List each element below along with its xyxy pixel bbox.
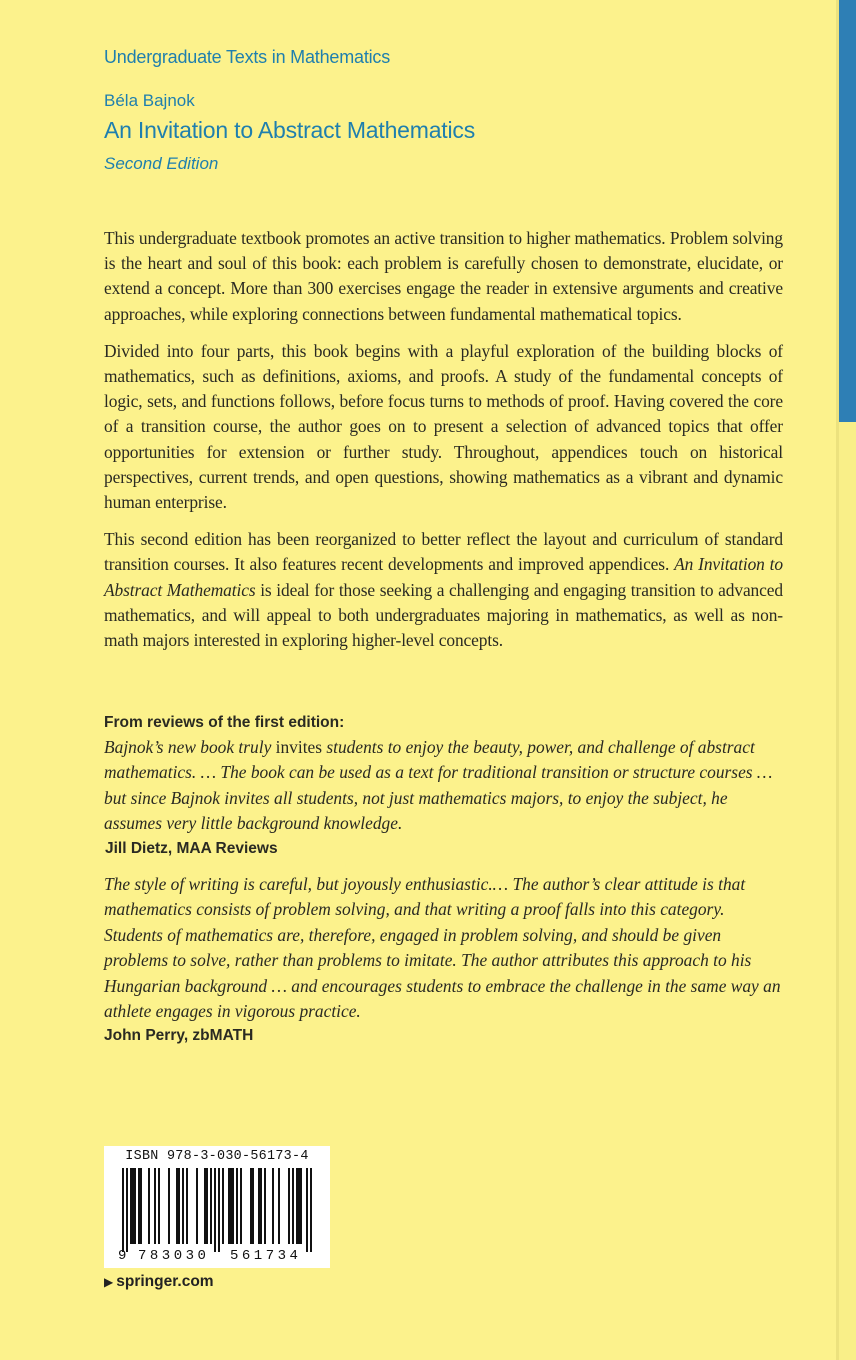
barcode-guard-bar bbox=[306, 1168, 308, 1252]
barcode-bar bbox=[230, 1168, 232, 1244]
spine-strip bbox=[839, 422, 856, 1360]
barcode-bar bbox=[158, 1168, 160, 1244]
barcode-bar bbox=[250, 1168, 252, 1244]
book-description bbox=[104, 226, 783, 665]
barcode-bar bbox=[148, 1168, 150, 1244]
review-1 bbox=[104, 735, 784, 861]
barcode-lead-digit: 9 bbox=[118, 1248, 127, 1264]
barcode-bar bbox=[196, 1168, 198, 1244]
review-2 bbox=[104, 872, 784, 1048]
barcode-bar bbox=[232, 1168, 234, 1244]
description-paragraph-1: This undergraduate textbook promotes an active transition to higher mathematics. Problem solving is the heart and soul of this book: each problem is carefully chosen to demonstrate, elucidate, or extend a concept. More than 300 exercises engage the reader in extensive arguments and creative approaches, while exploring connections between fundamental mathematical topics. bbox=[104, 228, 783, 324]
barcode-bar bbox=[132, 1168, 134, 1244]
review-1-quote-emphasis: invites bbox=[275, 737, 323, 757]
barcode-bar bbox=[154, 1168, 156, 1244]
barcode-bar bbox=[260, 1168, 262, 1244]
barcode-bars bbox=[104, 1168, 330, 1252]
barcode-bar bbox=[298, 1168, 300, 1244]
barcode-guard-bar bbox=[122, 1168, 124, 1252]
publisher-site: springer.com bbox=[116, 1273, 214, 1290]
barcode-bar bbox=[186, 1168, 188, 1244]
spine-color-bar bbox=[839, 0, 856, 422]
barcode-bar bbox=[300, 1168, 302, 1244]
barcode-bar bbox=[206, 1168, 208, 1244]
barcode-bar bbox=[288, 1168, 290, 1244]
publisher-link[interactable] bbox=[104, 1273, 214, 1291]
barcode-bar bbox=[296, 1168, 298, 1244]
barcode-bar bbox=[210, 1168, 212, 1244]
barcode-bar bbox=[252, 1168, 254, 1244]
author-name: Béla Bajnok bbox=[104, 91, 195, 110]
barcode-bar bbox=[140, 1168, 142, 1244]
review-2-reviewer: John Perry, zbMATH bbox=[104, 1027, 254, 1045]
barcode-guard-bar bbox=[218, 1168, 220, 1252]
review-1-reviewer: Jill Dietz, MAA Reviews bbox=[105, 839, 278, 857]
barcode-bar bbox=[240, 1168, 242, 1244]
barcode-bar bbox=[168, 1168, 170, 1244]
book-title: An Invitation to Abstract Mathematics bbox=[104, 117, 475, 143]
barcode-bar bbox=[134, 1168, 136, 1244]
barcode-bar bbox=[228, 1168, 230, 1244]
barcode-bar bbox=[236, 1168, 238, 1244]
barcode-bar bbox=[130, 1168, 132, 1244]
barcode-bar bbox=[258, 1168, 260, 1244]
series-name: Undergraduate Texts in Mathematics bbox=[104, 47, 391, 67]
barcode-right-digits: 561734 bbox=[230, 1248, 302, 1264]
barcode-bar bbox=[138, 1168, 140, 1244]
barcode-bar bbox=[292, 1168, 294, 1244]
triangle-right-icon: ▶ bbox=[104, 1275, 114, 1289]
barcode-bar bbox=[204, 1168, 206, 1244]
review-1-quote-a: Bajnok’s new book truly bbox=[104, 737, 276, 757]
isbn-label: ISBN 978-3-030-56173-4 bbox=[125, 1149, 309, 1164]
barcode-left-digits: 783030 bbox=[138, 1248, 210, 1264]
description-p3-title: An Invitation to Abstract Mathematics bbox=[104, 554, 783, 600]
barcode-bar bbox=[222, 1168, 224, 1244]
barcode-guard-bar bbox=[310, 1168, 312, 1252]
description-p3-end: is ideal for those seeking a challenging and engaging transition to advanced mathematics, and will appeal to both undergraduates majoring in mathematics, as well as non-math majors interested in exploring higher-level concepts. bbox=[104, 579, 783, 651]
barcode-guard-bar bbox=[126, 1168, 128, 1252]
barcode-guard-bar bbox=[214, 1168, 216, 1252]
review-1-quote-c: students to enjoy the beauty, power, and challenge of abstract mathematics. … The book can be used as a text for traditional transition or structure courses … but since Bajnok invites all students, not just mathematics majors, to enjoy the subject, he assumes very little background knowledge. bbox=[104, 737, 773, 834]
description-p3-start: This second edition has been reorganized to better reflect the layout and curriculum of standard transition courses. It also features recent developments and improved appendices. bbox=[104, 529, 783, 575]
description-paragraph-3 bbox=[104, 527, 783, 653]
isbn-barcode bbox=[104, 1146, 330, 1268]
description-paragraph-2: Divided into four parts, this book begins with a playful exploration of the building blocks of mathematics, such as definitions, axioms, and proofs. A study of the fundamental concepts of logic, sets, and functions follows, before focus turns to methods of proof. Having covered the core of a transition course, the author goes on to present a selection of advanced topics that offer opportunities for extension or further study. Throughout, appendices touch on historical perspectives, current trends, and open questions, showing mathematics as a vibrant and dynamic human enterprise. bbox=[104, 340, 783, 513]
barcode-bar bbox=[176, 1168, 178, 1244]
edition-label: Second Edition bbox=[104, 154, 219, 173]
barcode-bar bbox=[264, 1168, 266, 1244]
barcode-bar bbox=[278, 1168, 280, 1244]
barcode-bar bbox=[272, 1168, 274, 1244]
reviews-heading: From reviews of the first edition: bbox=[104, 714, 345, 731]
review-1-quote bbox=[104, 735, 784, 837]
barcode-bar bbox=[178, 1168, 180, 1244]
barcode-bar bbox=[182, 1168, 184, 1244]
review-2-quote: The style of writing is careful, but joyously enthusiastic.… The author’s clear attitude is that mathematics consists of problem solving, and that writing a proof falls into this category. Students of mathematics are, therefore, engaged in problem solving, and should be given problems to solve, rather than problems to imitate. The author attributes this approach to his Hungarian background … and encourages students to embrace the challenge in the same way an athlete engages in vigorous practice. bbox=[104, 874, 781, 1022]
